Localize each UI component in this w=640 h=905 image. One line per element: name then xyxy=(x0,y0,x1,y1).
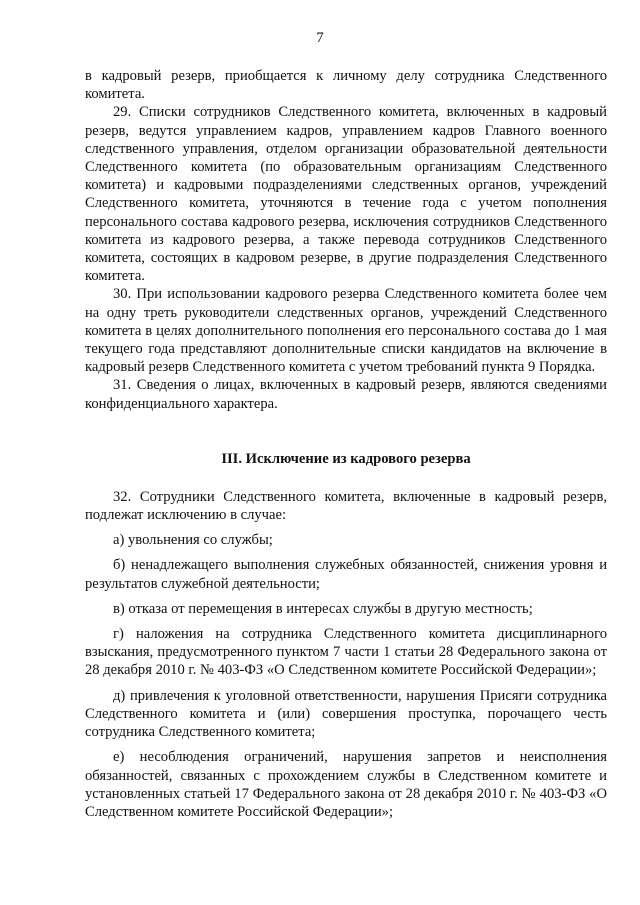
section-heading: III. Исключение из кадрового резерва xyxy=(221,450,471,467)
paragraph-30: 30. При использовании кадрового резерва Следственного комитета более чем на одну треть руководители следственных органов, учреждений Следственного комитета в целях дополнительного пополнения его персонального состава до 1 мая текущего года представляют дополнительные списки кандидатов на включение в кадровый резерв Следственного комитета с учетом требований пункта 9 Порядка. xyxy=(85,286,607,376)
list-item-e: е) несоблюдения ограничений, нарушения запретов и неисполнения обязанностей, связанных с прохождением службы в Следственном комитете и установленных статьей 17 Федерального закона от 28 декабря 2010 г. № 403-ФЗ «О Следственном комитете Российской Федерации»; xyxy=(85,749,607,820)
list-item-v: в) отказа от перемещения в интересах службы в другую местность; xyxy=(113,600,533,617)
paragraph-31: 31. Сведения о лицах, включенных в кадровый резерв, являются сведениями конфиденциального характера. xyxy=(85,377,607,412)
paragraph-32: 32. Сотрудники Следственного комитета, включенные в кадровый резерв, подлежат исключению в случае: xyxy=(85,488,607,524)
page-number: 7 xyxy=(316,30,324,46)
list-item-d: д) привлечения к уголовной ответственности, нарушения Присяги сотрудника Следственного комитета и (или) совершения проступка, порочащего честь сотрудника Следственного комитета; xyxy=(85,687,607,741)
paragraph-continuation: в кадровый резерв, приобщается к личному делу сотрудника Следственного комитета. xyxy=(85,68,607,103)
list-item-a: а) увольнения со службы; xyxy=(113,532,273,549)
list-item-b: б) ненадлежащего выполнения служебных обязанностей, снижения уровня и результатов служебной деятельности; xyxy=(85,557,607,592)
paragraph-29: 29. Списки сотрудников Следственного комитета, включенных в кадровый резерв, ведутся управлением кадров, управлением кадров Главного военного следственного управления, отделом организации образовательной деятельности Следственного комитета (по образовательным организациям Следственного комитета) и кадровыми подразделениями следственных органов, учреждений Следственного комитета, уточняются в течение года с учетом пополнения персонального состава кадрового резерва, исключения сотрудников Следственного комитета из кадрового резерва, а также перевода сотрудников Следственного комитета, состоящих в кадровом резерве, в другие подразделения Следственного комитета. xyxy=(85,104,607,285)
document-body xyxy=(85,67,607,821)
list-item-g: г) наложения на сотрудника Следственного комитета дисциплинарного взыскания, предусмотренного пунктом 7 части 1 статьи 28 Федерального закона от 28 декабря 2010 г. № 403-ФЗ «О Следственном комитете Российской Федерации»; xyxy=(85,626,607,679)
